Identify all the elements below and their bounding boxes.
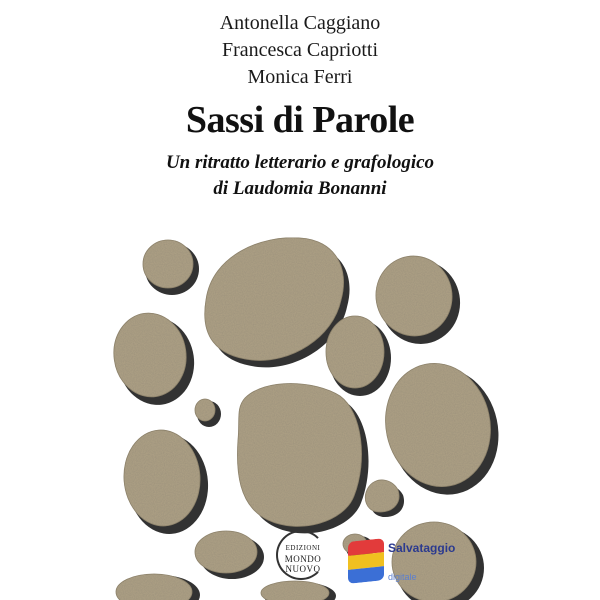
publisher-line: EDIZIONI (285, 544, 321, 552)
publisher-line: MONDO (284, 554, 322, 564)
book-title: Sassi di Parole (185, 99, 415, 141)
subtitle-line: di Laudomia Bonanni (213, 178, 387, 199)
publisher-logo (268, 530, 338, 592)
stone (237, 384, 361, 527)
stone (326, 316, 384, 388)
badge-title: Salvataggio (388, 541, 456, 555)
author-name: Antonella Caggiano (219, 12, 381, 34)
stone (143, 240, 193, 288)
digital-badge (348, 540, 456, 590)
author-name: Monica Ferri (247, 66, 353, 88)
subtitle-line: Un ritratto letterario e grafologico (165, 152, 435, 173)
author-name: Francesca Capriotti (221, 39, 379, 61)
stone (365, 480, 399, 512)
badge-subtitle: digitale (388, 572, 417, 582)
publisher-line: NUOVO (285, 564, 321, 574)
flag-icon (348, 538, 384, 584)
stone (195, 531, 257, 573)
stone (195, 399, 215, 421)
